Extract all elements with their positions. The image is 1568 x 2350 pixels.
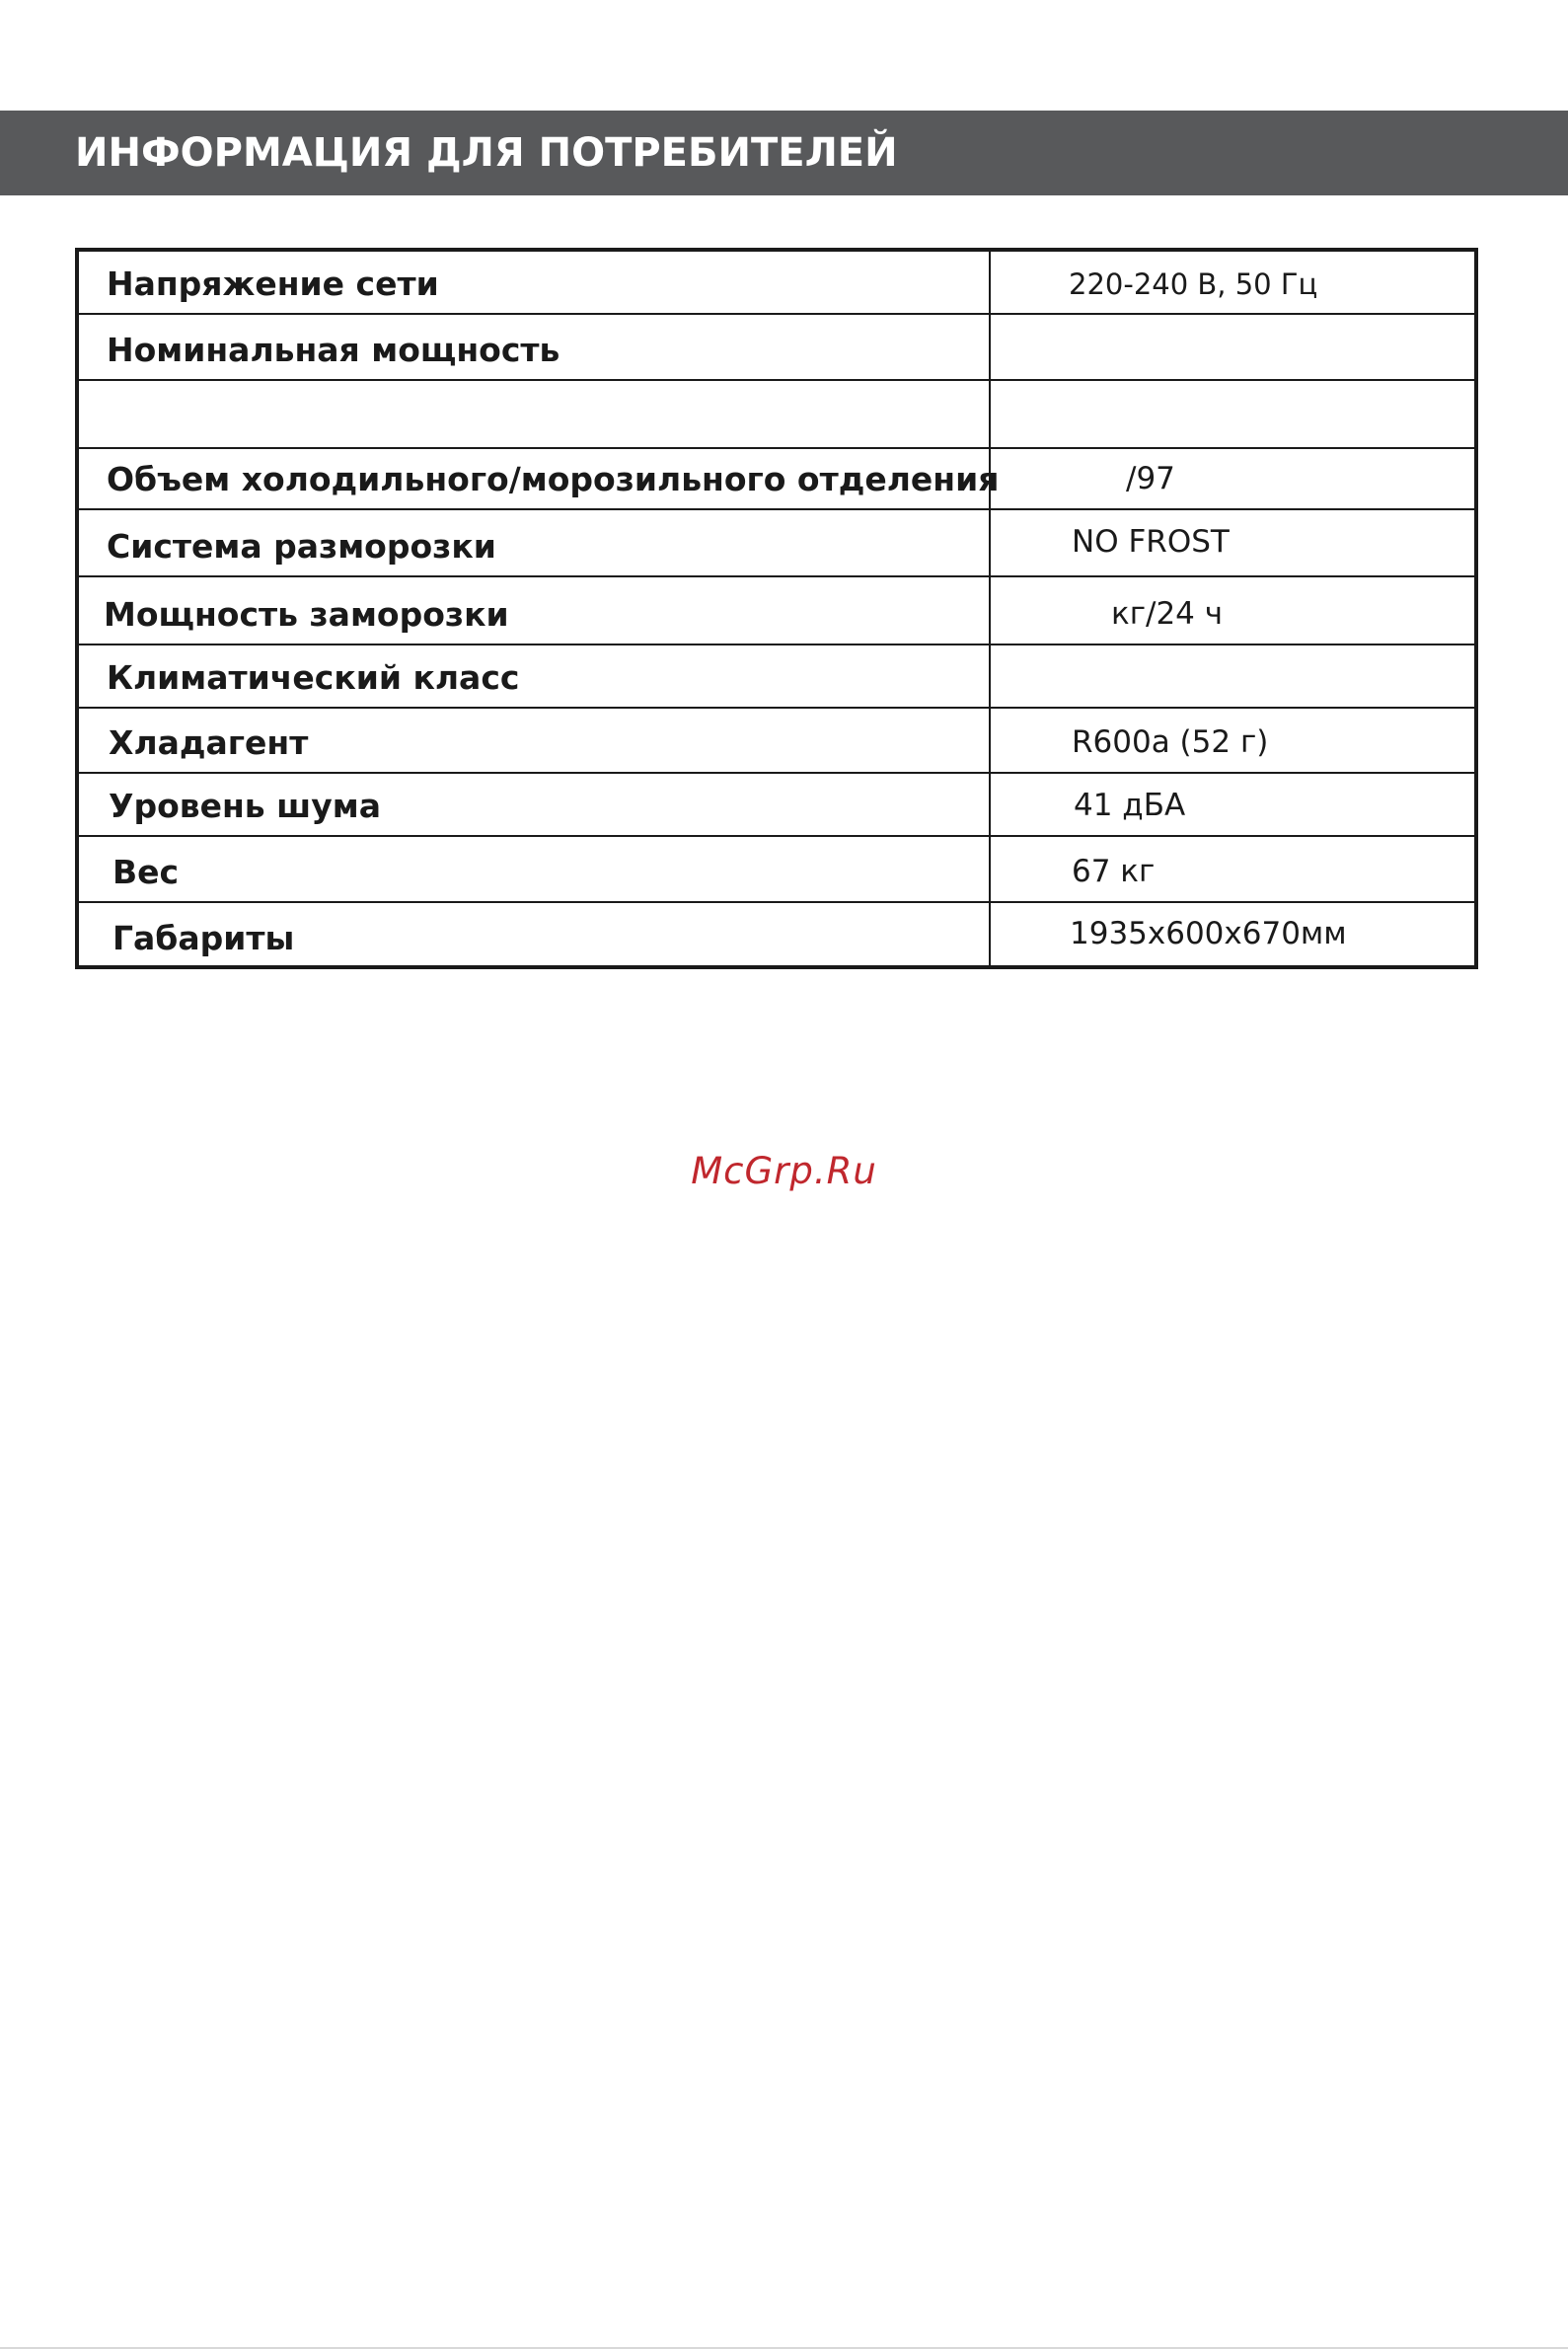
spec-label: Объем холодильного/морозильного отделения — [107, 460, 1000, 498]
bottom-rule — [0, 2347, 1568, 2349]
spec-row-refrigerant — [79, 709, 1474, 774]
spec-label: Система разморозки — [107, 527, 496, 566]
spec-label: Мощность заморозки — [104, 595, 509, 634]
spec-label: Напряжение сети — [107, 265, 439, 303]
spec-value: кг/24 ч — [1111, 596, 1224, 632]
spec-row-voltage — [79, 252, 1474, 315]
spec-table — [75, 248, 1478, 969]
spec-row-defrost — [79, 510, 1474, 577]
spec-row-volume — [79, 449, 1474, 510]
spec-value: /97 — [1126, 461, 1175, 496]
spec-value: NO FROST — [1072, 524, 1230, 560]
spec-row-weight — [79, 837, 1474, 903]
spec-row-power — [79, 315, 1474, 381]
spec-label: Габариты — [112, 919, 295, 957]
spec-value: 41 дБА — [1074, 788, 1186, 823]
spec-row-freezing-power — [79, 577, 1474, 645]
spec-label: Номинальная мощность — [107, 331, 560, 369]
spec-label: Климатический класс — [107, 658, 520, 697]
watermark: McGrp.Ru — [691, 1150, 877, 1192]
spec-value: 220-240 В, 50 Гц — [1069, 267, 1318, 301]
spec-value: 1935x600x670мм — [1070, 916, 1347, 951]
header-bar — [0, 111, 1568, 195]
spec-row-empty — [79, 381, 1474, 449]
spec-row-dimensions — [79, 903, 1474, 965]
spec-row-climate-class — [79, 645, 1474, 709]
spec-value: 67 кг — [1072, 854, 1156, 889]
spec-value: R600a (52 г) — [1072, 724, 1269, 760]
spec-label: Уровень шума — [109, 787, 381, 825]
spec-label: Хладагент — [109, 723, 309, 762]
spec-label: Вес — [112, 853, 180, 891]
page-title: ИНФОРМАЦИЯ ДЛЯ ПОТРЕБИТЕЛЕЙ — [75, 130, 898, 176]
spec-row-noise — [79, 774, 1474, 837]
